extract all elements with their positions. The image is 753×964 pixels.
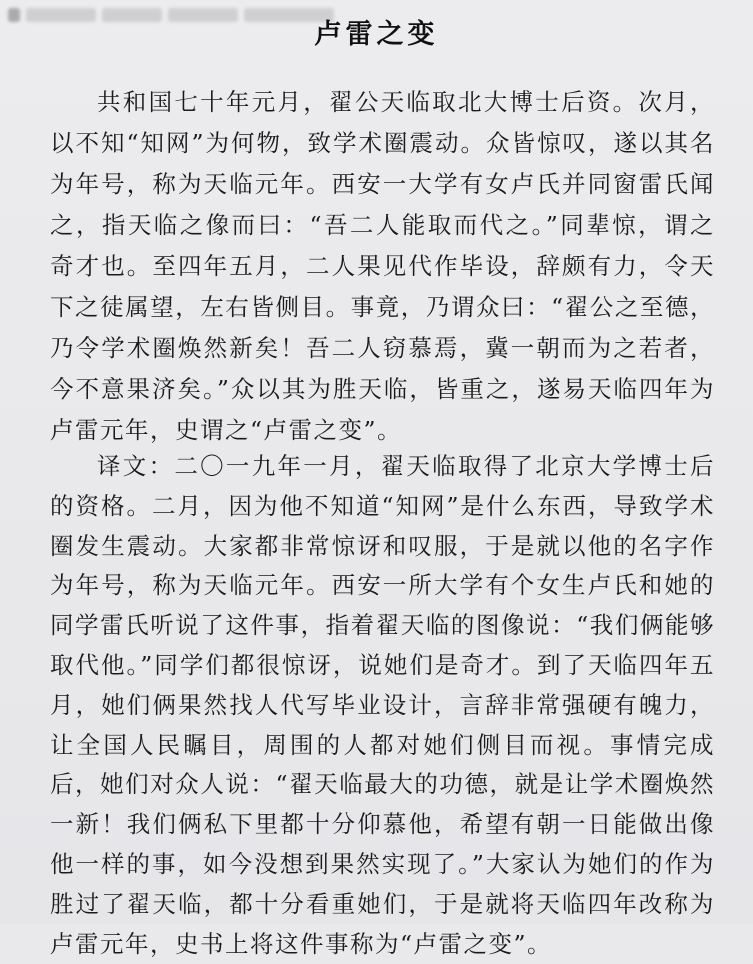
document-title: 卢雷之变: [314, 19, 439, 50]
translation-paragraph: 译文：二〇一九年一月，翟天临取得了北京大学博士后的资格。二月，因为他不知道“知网”是什么东西，导致学术圈发生震动。大家都非常惊讶和叹服，于是就以他的名字作为年号，称为天临元年。西安一所大学有个女生卢氏和她的同学雷氏听说了这件事，指着翟天临的图像说：“我们俩能够取代他。”同学们都很惊讶，说她们是奇才。到了天临四年五月，她们俩果然找人代写毕业设计，言辞非常强硬有魄力，让全国人民瞩目，周围的人都对她们侧目而视。事情完成后，她们对众人说：“翟天临最大的功德，就是让学术圈焕然一新！我们俩私下里都十分仰慕他，希望有朝一日能做出像他一样的事，如今没想到果然实现了。”大家认为她们的作为胜过了翟天临，都十分看重她们，于是就将天临四年改称为卢雷元年，史书上将这件事称为“卢雷之变”。: [50, 452, 715, 958]
classical-paragraph: 共和国七十年元月，翟公天临取北大博士后资。次月，以不知“知网”为何物，致学术圈震动。众皆惊叹，遂以其名为年号，称为天临元年。西安一大学有女卢氏并同窗雷氏闻之，指天临之像而曰：“吾二人能取而代之。”同辈惊，谓之奇才也。至四年五月，二人果见代作毕设，辞颇有力，令天下之徒属望，左右皆侧目。事竟，乃谓众曰：“翟公之至德，乃令学术圈焕然新矣！吾二人窃慕焉，冀一朝而为之若者，今不意果济矣。”众以其为胜天临，皆重之，遂易天临四年为卢雷元年，史谓之“卢雷之变”。: [50, 88, 715, 444]
